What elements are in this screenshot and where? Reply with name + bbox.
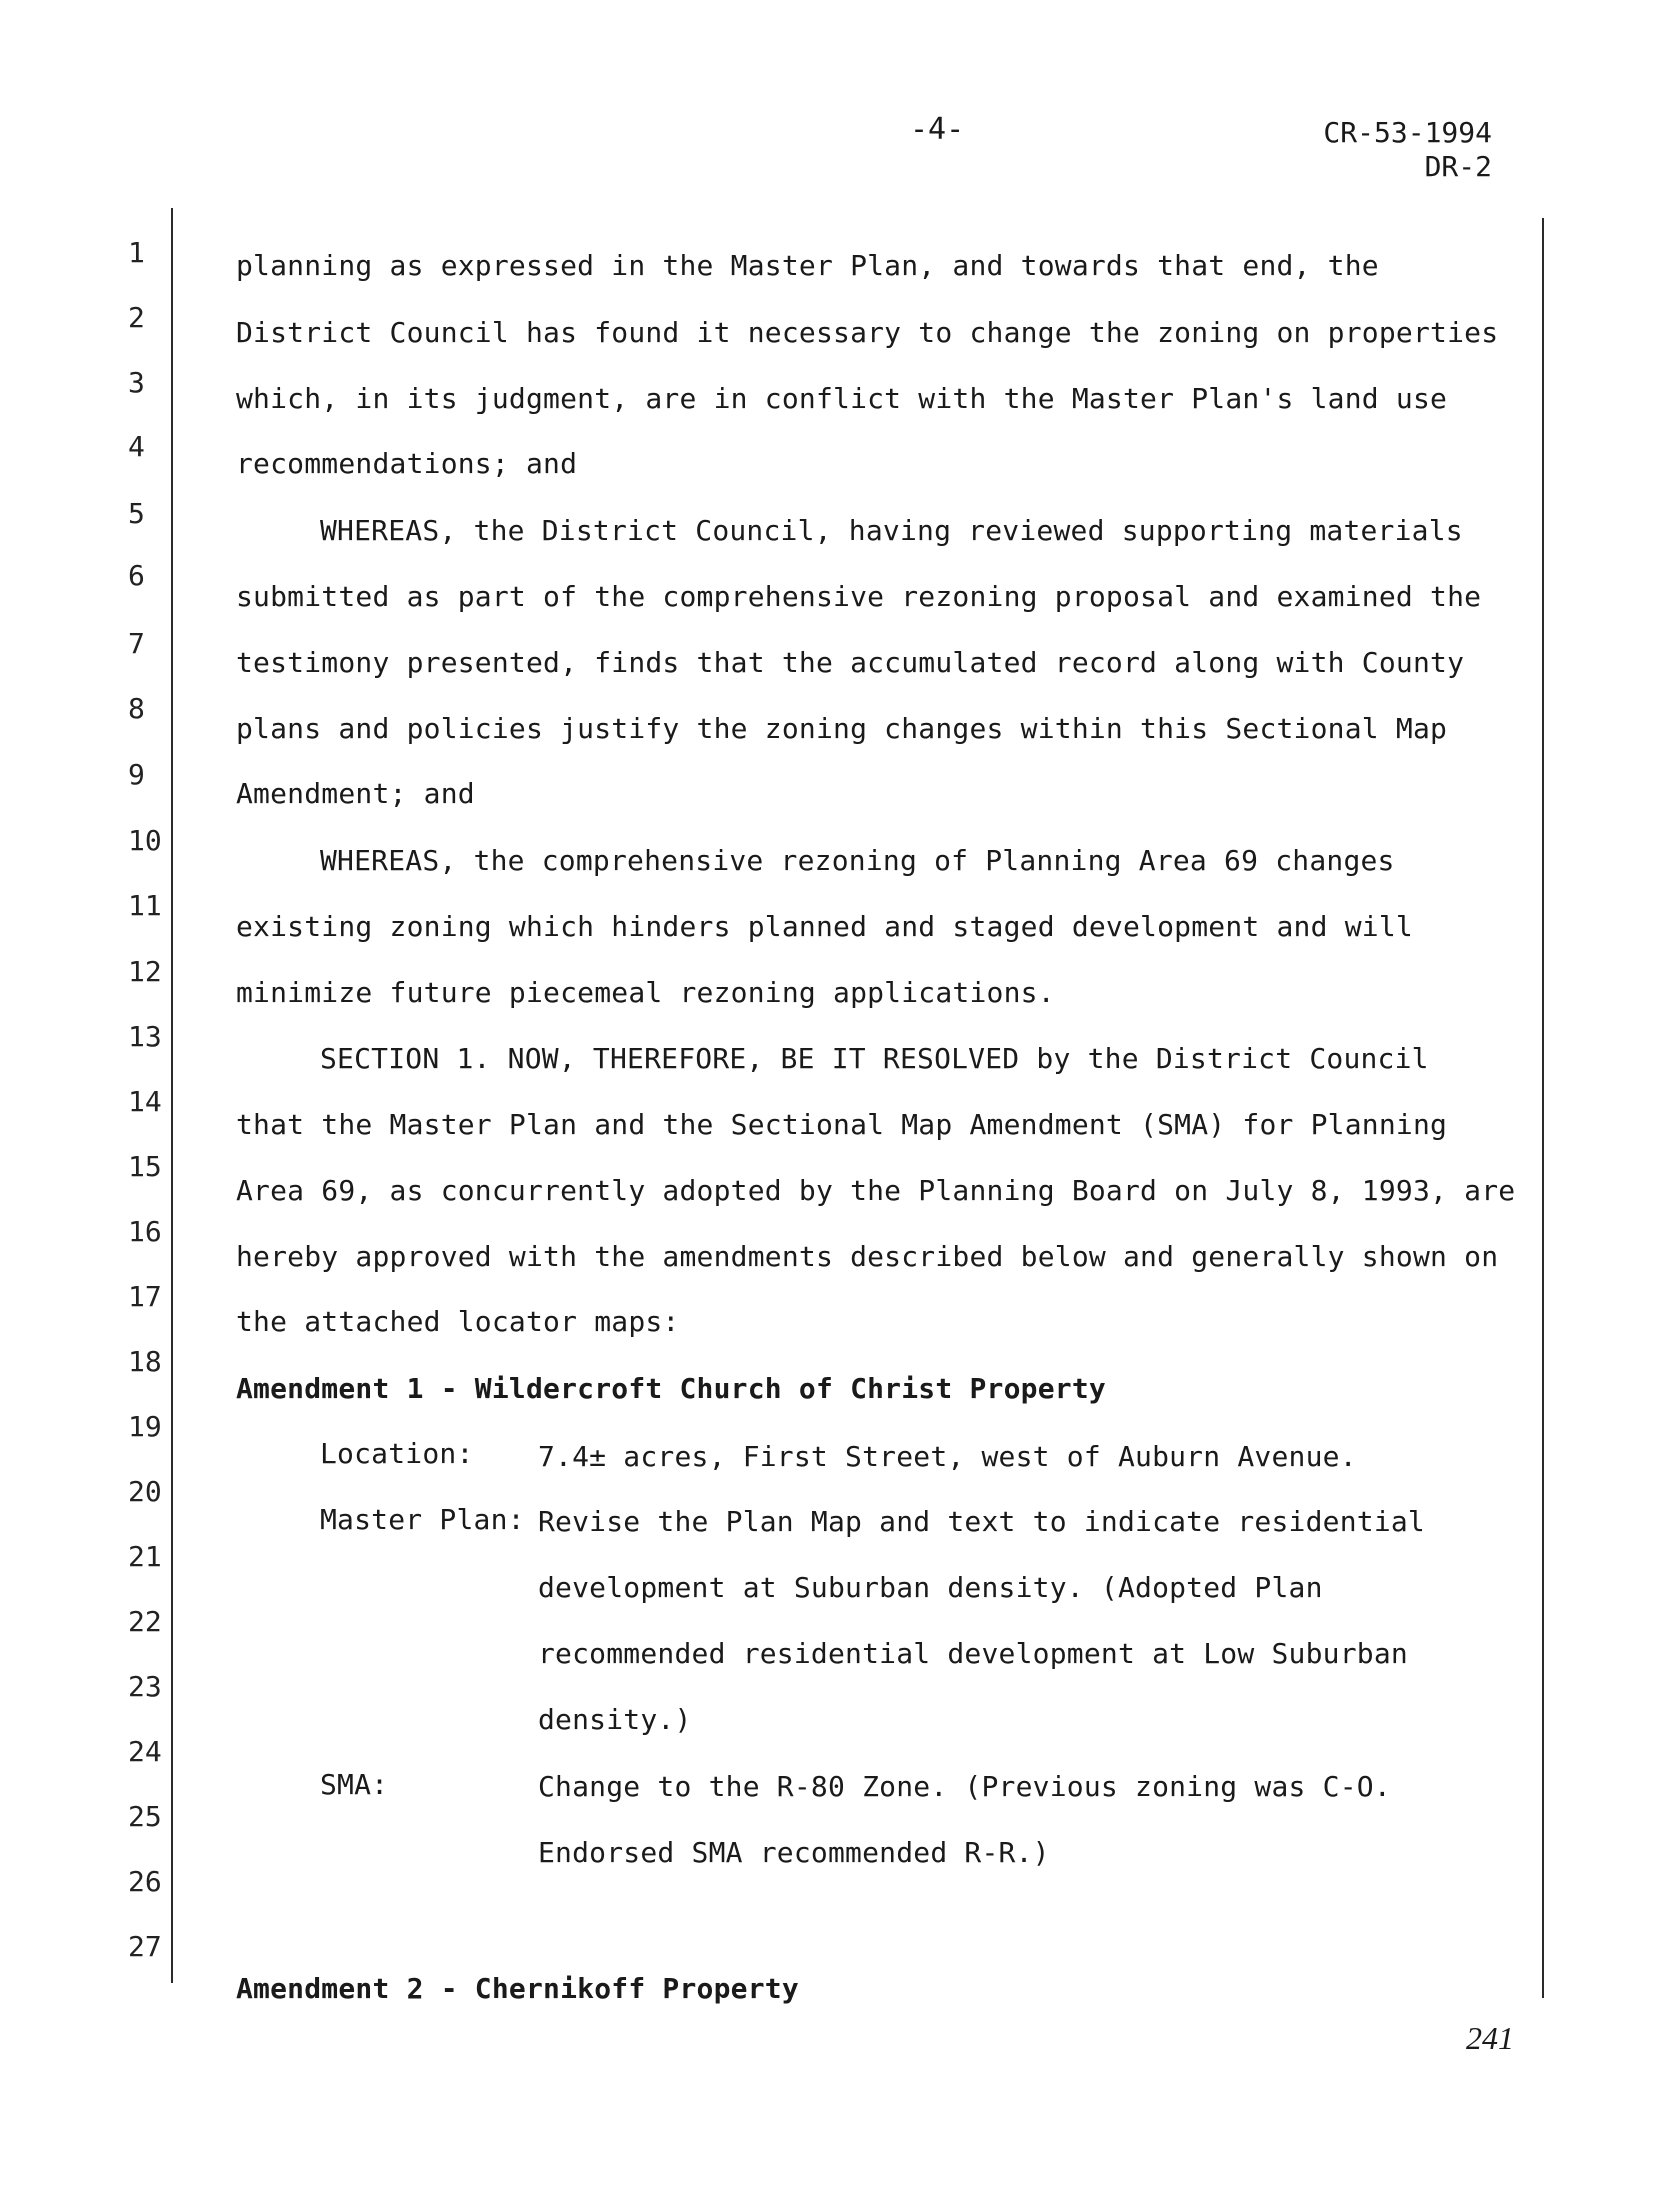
body-line: WHEREAS, the District Council, having reviewed supporting materials <box>320 514 1463 547</box>
sma-text: Change to the R-80 Zone. (Previous zoning was C-O. <box>538 1770 1391 1803</box>
amendment-2-heading: Amendment 2 - Chernikoff Property <box>236 1972 799 2005</box>
amendment-heading: Amendment 1 - Wildercroft Church of Christ Property <box>236 1372 1106 1405</box>
body-line: minimize future piecemeal rezoning applications. <box>236 976 1055 1009</box>
line-number: 18 <box>128 1345 162 1378</box>
body-line: which, in its judgment, are in conflict with the Master Plan's land use <box>236 382 1448 415</box>
page-stamp-number: 241 <box>1466 2020 1514 2056</box>
body-line: recommendations; and <box>236 447 578 480</box>
sma-text: Endorsed SMA recommended R-R.) <box>538 1836 1050 1869</box>
page-number: -4- <box>910 112 965 147</box>
line-number: 13 <box>128 1020 162 1053</box>
line-number: 26 <box>128 1865 162 1898</box>
document-id: CR-53-1994 <box>1323 116 1492 149</box>
right-margin-rule <box>1542 218 1544 1998</box>
body-line: the attached locator maps: <box>236 1305 680 1338</box>
body-line: hereby approved with the amendments described below and generally shown on <box>236 1240 1499 1273</box>
master-plan-text: recommended residential development at Low Suburban <box>538 1637 1408 1670</box>
line-number: 16 <box>128 1215 162 1248</box>
master-plan-text: development at Suburban density. (Adopted Plan <box>538 1571 1323 1604</box>
line-number: 10 <box>128 824 162 857</box>
body-line: planning as expressed in the Master Plan, and towards that end, the <box>236 249 1379 282</box>
line-number: 22 <box>128 1605 162 1638</box>
body-line: existing zoning which hinders planned and staged development and will <box>236 910 1413 943</box>
line-number: 27 <box>128 1930 162 1963</box>
draft-label: DR-2 <box>1424 150 1492 183</box>
line-number: 25 <box>128 1800 162 1833</box>
body-line: Amendment; and <box>236 777 475 810</box>
master-plan-text: density.) <box>538 1703 692 1736</box>
line-number: 4 <box>128 430 145 463</box>
body-line: testimony presented, finds that the accumulated record along with County <box>236 646 1465 679</box>
sma-label: SMA: <box>320 1768 389 1801</box>
body-line: WHEREAS, the comprehensive rezoning of Planning Area 69 changes <box>320 844 1395 877</box>
location-value: 7.4± acres, First Street, west of Auburn Avenue. <box>538 1440 1357 1473</box>
line-number: 11 <box>128 889 162 922</box>
line-number: 3 <box>128 366 145 399</box>
line-number: 15 <box>128 1150 162 1183</box>
line-number: 14 <box>128 1085 162 1118</box>
line-number: 8 <box>128 692 145 725</box>
body-line: plans and policies justify the zoning changes within this Sectional Map <box>236 712 1448 745</box>
line-number: 21 <box>128 1540 162 1573</box>
location-label: Location: <box>320 1437 474 1470</box>
body-line: SECTION 1. NOW, THEREFORE, BE IT RESOLVED by the District Council <box>320 1042 1429 1075</box>
master-plan-label: Master Plan: <box>320 1503 525 1536</box>
line-number: 20 <box>128 1475 162 1508</box>
line-number: 1 <box>128 236 145 269</box>
line-number: 24 <box>128 1735 162 1768</box>
line-number: 17 <box>128 1280 162 1313</box>
line-number: 9 <box>128 758 145 791</box>
master-plan-text: Revise the Plan Map and text to indicate residential <box>538 1505 1425 1538</box>
line-number: 5 <box>128 497 145 530</box>
line-number: 7 <box>128 627 145 660</box>
line-number: 12 <box>128 955 162 988</box>
body-line: that the Master Plan and the Sectional Map Amendment (SMA) for Planning <box>236 1108 1448 1141</box>
body-line: District Council has found it necessary to change the zoning on properties <box>236 316 1499 349</box>
line-number: 23 <box>128 1670 162 1703</box>
line-number: 6 <box>128 559 145 592</box>
line-number: 19 <box>128 1410 162 1443</box>
line-number: 2 <box>128 301 145 334</box>
left-margin-rule <box>171 208 173 1983</box>
body-line: Area 69, as concurrently adopted by the Planning Board on July 8, 1993, are <box>236 1174 1516 1207</box>
body-line: submitted as part of the comprehensive rezoning proposal and examined the <box>236 580 1482 613</box>
